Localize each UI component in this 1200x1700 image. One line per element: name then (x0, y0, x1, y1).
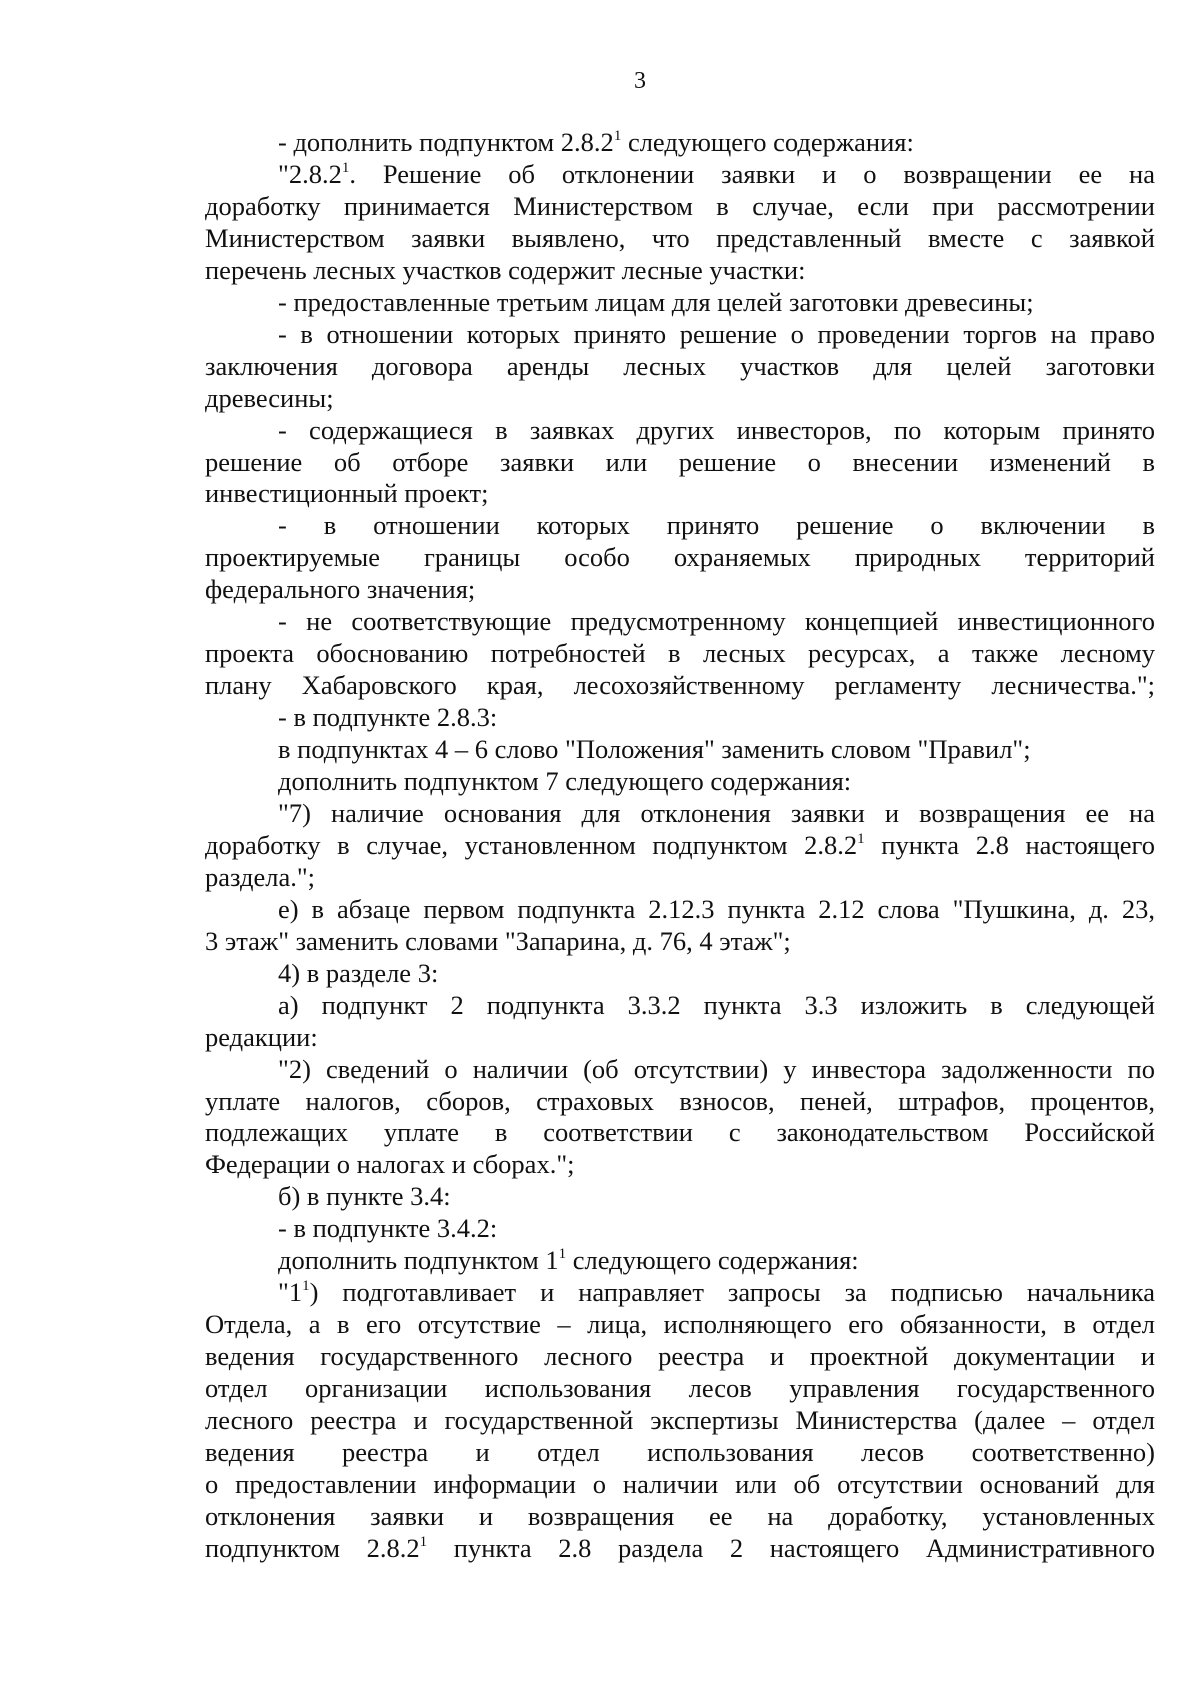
text-segment: - в отношении которых принято решение о включении в (278, 510, 1155, 541)
text-segment: ) подготавливает и направляет запросы за подписью начальника (309, 1277, 1155, 1308)
text-line (278, 1276, 1155, 1308)
text-line (278, 957, 1155, 989)
text-line (278, 126, 1155, 158)
text-line (278, 286, 1155, 318)
text-segment: отдел организации использования лесов управления государственного (205, 1373, 1155, 1403)
text-line (205, 1532, 1155, 1564)
text-segment: перечень лесных участков содержит лесные участки: (205, 254, 806, 285)
text-line (205, 1404, 1155, 1436)
superscript: 1 (302, 1278, 310, 1295)
text-line (205, 350, 1155, 382)
text-line (205, 925, 1155, 957)
text-segment: е) в абзаце первом подпункта 2.12.3 пункта 2.12 слова "Пушкина, д. 23, (278, 893, 1155, 924)
text-segment: доработку принимается Министерством в случае, если при рассмотрении (205, 190, 1155, 221)
text-segment: ведения реестра и отдел использования лесов соответственно) (205, 1437, 1155, 1467)
text-segment: проектируемые границы особо охраняемых природных территорий (205, 542, 1155, 573)
text-segment: - не соответствующие предусмотренному концепцией инвестиционного (278, 606, 1155, 637)
text-segment: - дополнить подпунктом 2.8.2 (278, 127, 614, 157)
text-segment: инвестиционный проект; (205, 478, 489, 509)
text-line (278, 318, 1155, 350)
text-segment: "2.8.2 (278, 158, 342, 189)
text-segment: - предоставленные третьим лицам для целей заготовки древесины; (278, 286, 1034, 317)
text-segment: ведения государственного лесного реестра и проектной документации и (205, 1341, 1155, 1372)
text-line (205, 541, 1155, 573)
text-segment: - в отношении которых принято решение о проведении торгов на право (278, 318, 1155, 349)
text-segment: проекта обоснованию потребностей в лесных ресурсах, а также лесному (205, 638, 1155, 669)
text-segment: 4) в разделе 3: (278, 957, 439, 988)
text-line (278, 797, 1155, 829)
text-segment: 3 этаж" заменить словами "Запарина, д. 76, 4 этаж"; (205, 925, 791, 956)
text-segment: б) в пункте 3.4: (278, 1181, 451, 1212)
text-line (278, 414, 1155, 446)
text-segment: в подпунктах 4 – 6 слово "Положения" заменить словом "Правил"; (278, 734, 1031, 764)
superscript: 1 (419, 1533, 428, 1550)
text-segment: Министерством заявки выявлено, что представленный вместе с заявкой (205, 222, 1155, 253)
text-segment: "2) сведений о наличии (об отсутствии) у инвестора задолженности по (278, 1053, 1155, 1084)
text-segment: уплате налогов, сборов, страховых взносов, пеней, штрафов, процентов, (205, 1085, 1155, 1116)
text-segment: пункта 2.8 настоящего (864, 829, 1155, 860)
text-segment: Отдела, а в его отсутствие – лица, исполняющего его обязанности, в отдел (205, 1309, 1155, 1340)
text-segment: раздела."; (205, 861, 316, 892)
text-line (278, 1053, 1155, 1085)
text-segment: подпунктом 2.8.2 (205, 1532, 420, 1563)
text-segment: следующего содержания: (566, 1245, 859, 1276)
superscript: 1 (341, 159, 350, 176)
text-line (278, 158, 1155, 190)
text-line (278, 893, 1155, 925)
page-number: 3 (634, 68, 646, 94)
text-segment: - в подпункте 3.4.2: (278, 1213, 498, 1244)
text-line (278, 733, 1155, 765)
text-segment: доработку в случае, установленном подпунктом 2.8.2 (205, 829, 858, 860)
text-segment: отклонения заявки и возвращения ее на доработку, установленных (205, 1500, 1155, 1531)
text-segment: дополнить подпунктом 7 следующего содержания: (278, 766, 852, 796)
text-segment: федерального значения; (205, 574, 476, 605)
text-line (278, 1212, 1155, 1244)
text-segment: дополнить подпунктом 1 (278, 1245, 559, 1276)
text-line (205, 446, 1155, 478)
text-line (205, 1340, 1155, 1372)
text-line (205, 190, 1155, 222)
text-line (205, 254, 1155, 286)
text-segment: . Решение об отклонении заявки и о возвращении ее на (349, 158, 1155, 189)
text-segment: плану Хабаровского края, лесохозяйственному регламенту лесничества."; (205, 670, 1155, 701)
text-segment: заключения договора аренды лесных участков для целей заготовки (205, 350, 1155, 381)
text-segment: - содержащиеся в заявках других инвесторов, по которым принято (278, 414, 1155, 445)
text-line (205, 637, 1155, 669)
text-line (205, 1148, 1155, 1180)
text-line (278, 989, 1155, 1021)
superscript: 1 (857, 830, 865, 847)
text-line (205, 861, 1155, 893)
text-segment: пункта 2.8 раздела 2 настоящего Административного (427, 1532, 1155, 1563)
text-line (205, 222, 1155, 254)
text-line (278, 605, 1155, 637)
text-line (205, 477, 1155, 509)
text-line (205, 382, 1155, 414)
superscript: 1 (558, 1246, 567, 1263)
text-line (205, 573, 1155, 605)
text-segment: о предоставлении информации о наличии или об отсутствии оснований для (205, 1468, 1155, 1499)
text-line (278, 701, 1155, 733)
text-line (205, 669, 1155, 701)
text-line (205, 1021, 1155, 1053)
text-line (205, 1372, 1155, 1404)
text-line (278, 509, 1155, 541)
text-line (205, 1500, 1155, 1532)
text-line (205, 1308, 1155, 1340)
text-segment: "1 (278, 1277, 303, 1308)
text-segment: лесного реестра и государственной экспертизы Министерства (далее – отдел (205, 1405, 1155, 1435)
text-segment: - в подпункте 2.8.3: (278, 702, 498, 733)
text-line (278, 1244, 1155, 1276)
text-line (205, 1116, 1155, 1148)
text-segment: следующего содержания: (621, 127, 914, 157)
text-line (278, 765, 1155, 797)
text-segment: древесины; (205, 382, 334, 413)
text-segment: Федерации о налогах и сборах."; (205, 1149, 575, 1180)
text-line (205, 1085, 1155, 1117)
text-segment: подлежащих уплате в соответствии с законодательством Российской (205, 1117, 1155, 1148)
text-segment: а) подпункт 2 подпункта 3.3.2 пункта 3.3 изложить в следующей (278, 989, 1155, 1020)
text-line (205, 1468, 1155, 1500)
text-segment: редакции: (205, 1021, 318, 1052)
superscript: 1 (613, 128, 622, 144)
text-segment: решение об отборе заявки или решение о внесении изменений в (205, 446, 1155, 477)
text-line (205, 1436, 1155, 1468)
text-line (278, 1180, 1155, 1212)
text-line (205, 829, 1155, 861)
text-segment: "7) наличие основания для отклонения заявки и возвращения ее на (278, 797, 1155, 828)
